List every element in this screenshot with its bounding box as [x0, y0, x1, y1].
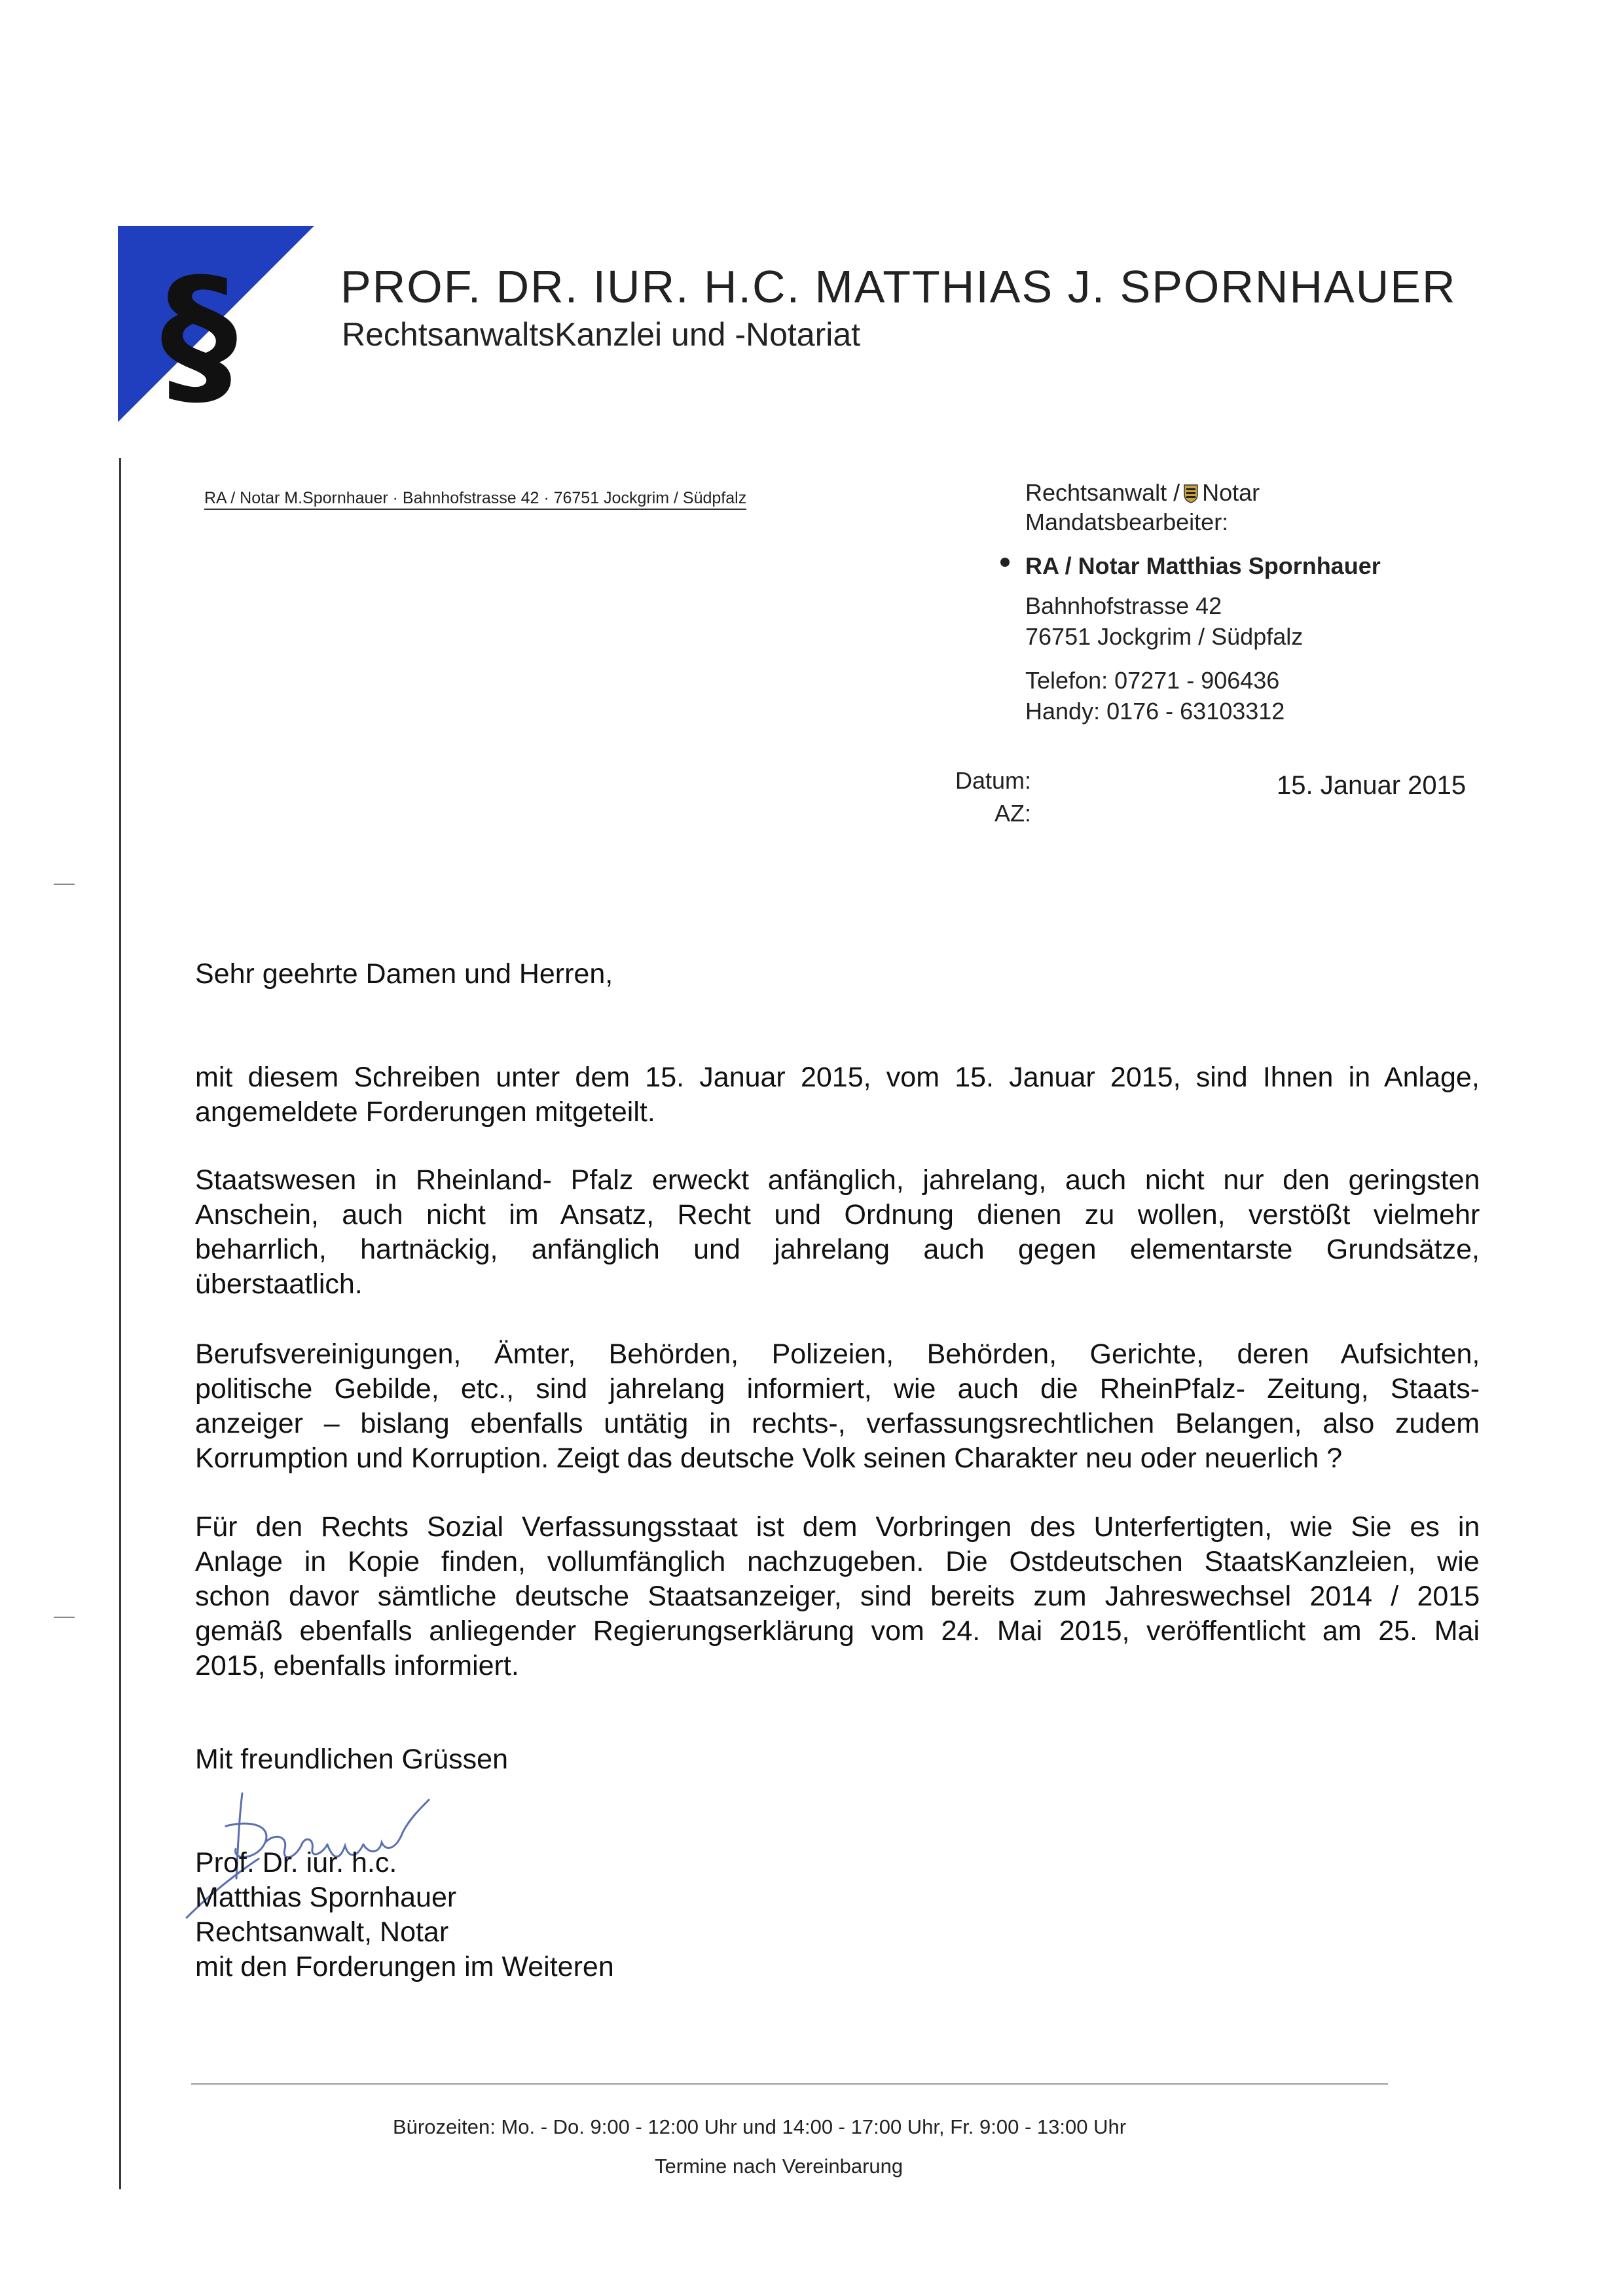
paragraph-line: gemäß ebenfalls anliegender Regierungserklärung vom 24. Mai 2015, veröffentlicht am 25. Mai — [195, 1615, 1480, 1647]
role-suffix: Notar — [1202, 479, 1260, 506]
appointment-note: Termine nach Vereinbarung — [655, 2155, 903, 2178]
paragraph-line: Berufsvereinigungen, Ämter, Behörden, Polizeien, Behörden, Gerichte, deren Aufsichten, — [195, 1338, 1480, 1370]
date-value: 15. Januar 2015 — [1277, 771, 1467, 800]
signatory-name: Matthias Spornhauer — [195, 1882, 457, 1913]
margin-rule — [119, 458, 121, 2189]
role-line — [1025, 480, 1260, 506]
az-label: AZ: — [994, 800, 1031, 827]
paragraph-line: Für den Rechts Sozial Verfassungsstaat ist dem Vorbringen des Unterfertigten, wie Sie es in — [195, 1511, 1480, 1543]
signatory-title: Prof. Dr. iur. h.c. — [195, 1847, 397, 1878]
handler-street: Bahnhofstrasse 42 — [1025, 592, 1222, 619]
paragraph-line: Anlage in Kopie finden, vollumfänglich nachzugeben. Die Ostdeutschen StaatsKanzleien, wie — [195, 1546, 1480, 1577]
paragraph-line: 2015, ebenfalls informiert. — [195, 1650, 519, 1681]
paragraph-2 — [195, 1163, 1480, 1302]
paragraph-line: anzeiger – bislang ebenfalls untätig in rechts-, verfassungsrechtlichen Belangen, also zudem — [195, 1408, 1480, 1439]
footer-rule — [191, 2083, 1388, 2085]
handler-name: RA / Notar Matthias Spornhauer — [1025, 552, 1381, 579]
coat-of-arms-icon — [1184, 484, 1198, 503]
date-label: Datum: — [955, 767, 1031, 794]
role-prefix: Rechtsanwalt / — [1025, 479, 1180, 506]
bullet-icon — [1000, 558, 1010, 567]
paragraph-line: Anschein, auch nicht im Ansatz, Recht und Ordnung dienen zu wollen, verstößt vielmehr — [195, 1199, 1480, 1230]
closing: Mit freundlichen Grüssen — [195, 1744, 508, 1775]
signatory-note: mit den Forderungen im Weiteren — [195, 1951, 614, 1982]
paragraph-line: beharrlich, hartnäckig, anfänglich und jahrelang auch gegen elementarste Grundsätze, — [195, 1234, 1480, 1265]
fold-mark — [54, 1617, 75, 1618]
paragraph-line: politische Gebilde, etc., sind jahrelang informiert, wie auch die RheinPfalz- Zeitung, Staats- — [195, 1373, 1480, 1405]
office-hours: Bürozeiten: Mo. - Do. 9:00 - 12:00 Uhr und 14:00 - 17:00 Uhr, Fr. 9:00 - 13:00 Uhr — [393, 2115, 1127, 2138]
return-address: RA / Notar M.Spornhauer · Bahnhofstrasse 42 · 76751 Jockgrim / Südpfalz — [204, 489, 746, 510]
salutation: Sehr geehrte Damen und Herren, — [195, 958, 613, 990]
fold-mark — [54, 884, 75, 885]
paragraph-line: Staatswesen in Rheinland- Pfalz erweckt anfänglich, jahrelang, auch nicht nur den geringsten — [195, 1164, 1480, 1196]
paragraph-line: schon davor sämtliche deutsche Staatsanzeiger, sind bereits zum Jahreswechsel 2014 / 2015 — [195, 1581, 1480, 1612]
paragraph-line: angemeldete Forderungen mitgeteilt. — [195, 1096, 655, 1128]
handler-label: Mandatsbearbeiter: — [1025, 509, 1229, 535]
paragraph-logo-icon: § — [160, 246, 238, 425]
paragraph-3 — [195, 1337, 1480, 1476]
phone-number: Telefon: 07271 - 906436 — [1025, 667, 1280, 694]
handler-city: 76751 Jockgrim / Südpfalz — [1025, 623, 1304, 650]
paragraph-line: überstaatlich. — [195, 1268, 363, 1300]
paragraph-line: Korrumption und Korruption. Zeigt das deutsche Volk seinen Charakter neu oder neuerlich ? — [195, 1443, 1343, 1474]
paragraph-4 — [195, 1510, 1480, 1683]
letterhead-subtitle: RechtsanwaltsKanzlei und -Notariat — [342, 316, 861, 353]
paragraph-line: mit diesem Schreiben unter dem 15. Januar 2015, vom 15. Januar 2015, sind Ihnen in Anlage, — [195, 1062, 1480, 1093]
signatory-role: Rechtsanwalt, Notar — [195, 1916, 449, 1948]
paragraph-1 — [195, 1060, 1480, 1130]
letterhead-name: PROF. DR. IUR. H.C. MATTHIAS J. SPORNHAUER — [340, 261, 1457, 312]
mobile-number: Handy: 0176 - 63103312 — [1025, 698, 1285, 725]
